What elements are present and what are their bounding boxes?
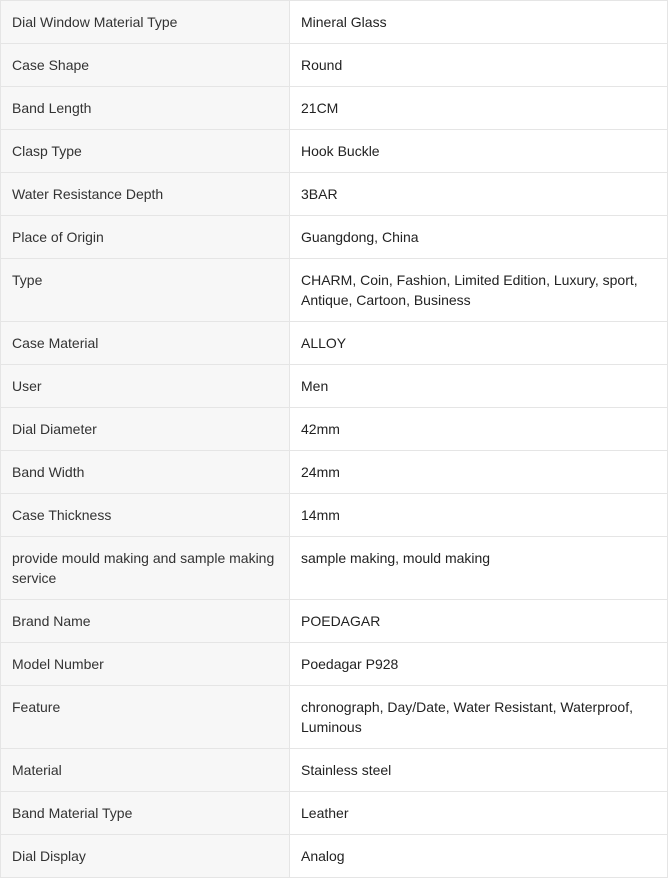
spec-value: 3BAR [290,173,668,216]
spec-key: Model Number [1,643,290,686]
table-row [1,1,668,44]
spec-value: CHARM, Coin, Fashion, Limited Edition, Luxury, sport, Antique, Cartoon, Business [290,259,668,322]
table-row [1,408,668,451]
spec-table-body [1,1,668,878]
spec-value: Analog [290,835,668,878]
spec-key: Brand Name [1,600,290,643]
spec-key: Band Length [1,87,290,130]
spec-value: Round [290,44,668,87]
table-row [1,600,668,643]
spec-value: ALLOY [290,322,668,365]
table-row [1,259,668,322]
spec-key: Case Shape [1,44,290,87]
spec-value: POEDAGAR [290,600,668,643]
spec-value: Stainless steel [290,749,668,792]
table-row [1,537,668,600]
table-row [1,749,668,792]
table-row [1,835,668,878]
spec-value: Hook Buckle [290,130,668,173]
spec-value: sample making, mould making [290,537,668,600]
spec-key: Dial Window Material Type [1,1,290,44]
spec-key: Band Width [1,451,290,494]
table-row [1,87,668,130]
spec-value: chronograph, Day/Date, Water Resistant, Waterproof, Luminous [290,686,668,749]
spec-value: 21CM [290,87,668,130]
spec-key: User [1,365,290,408]
spec-key: Type [1,259,290,322]
table-row [1,173,668,216]
table-row [1,494,668,537]
table-row [1,130,668,173]
spec-key: Water Resistance Depth [1,173,290,216]
spec-key: Dial Diameter [1,408,290,451]
table-row [1,216,668,259]
spec-key: Material [1,749,290,792]
spec-key: Place of Origin [1,216,290,259]
table-row [1,643,668,686]
spec-value: Mineral Glass [290,1,668,44]
table-row [1,451,668,494]
spec-value: 42mm [290,408,668,451]
spec-value: 24mm [290,451,668,494]
table-row [1,44,668,87]
spec-value: Guangdong, China [290,216,668,259]
spec-value: 14mm [290,494,668,537]
spec-value: Leather [290,792,668,835]
table-row [1,792,668,835]
table-row [1,322,668,365]
spec-value: Men [290,365,668,408]
table-row [1,365,668,408]
spec-key: Case Thickness [1,494,290,537]
spec-value: Poedagar P928 [290,643,668,686]
spec-key: Dial Display [1,835,290,878]
spec-key: Band Material Type [1,792,290,835]
spec-key: Case Material [1,322,290,365]
spec-key: provide mould making and sample making service [1,537,290,600]
spec-key: Feature [1,686,290,749]
table-row [1,686,668,749]
spec-key: Clasp Type [1,130,290,173]
